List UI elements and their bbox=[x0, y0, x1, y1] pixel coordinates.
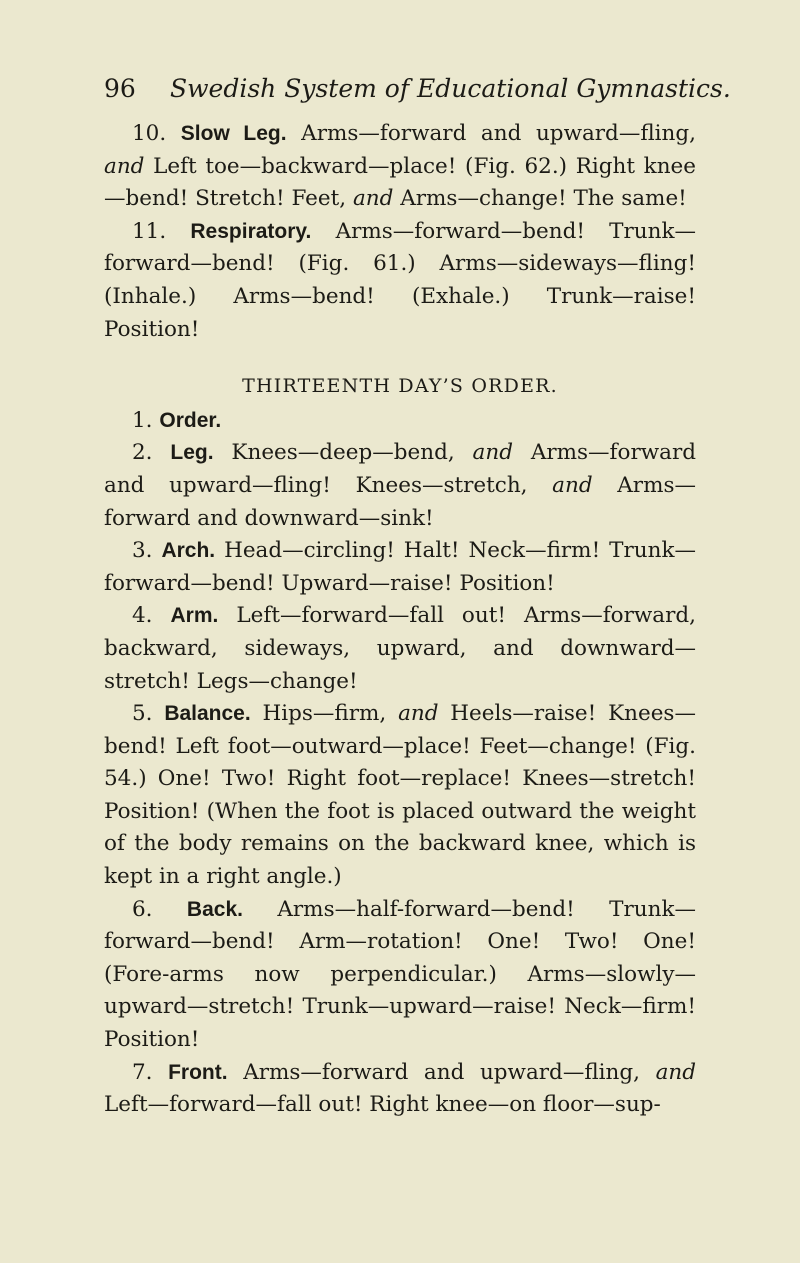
exercise-label: Slow Leg. bbox=[180, 122, 287, 145]
exercise-number: 4. bbox=[132, 603, 153, 629]
exercise-label: Arch. bbox=[161, 539, 216, 563]
italic-conjunction: and bbox=[398, 701, 439, 727]
exercise-label: Order. bbox=[159, 408, 222, 432]
running-title: Swedish System of Educational Gymnastics. bbox=[170, 74, 731, 103]
exercise-number: 5. bbox=[132, 701, 153, 727]
exercise-text: Arms—forward—bend! Trunk—forward—bend! (Fig. 61.) Arms—sideways—fling! (Inhale.) Arms—bend! (Exhale.) Trunk—raise! Position! bbox=[104, 218, 696, 342]
exercise-paragraph bbox=[104, 405, 696, 438]
exercise-number: 10. bbox=[132, 121, 167, 146]
section-heading-text: THIRTEENTH DAY’S ORDER. bbox=[242, 375, 558, 398]
exercise-label: Arm. bbox=[170, 604, 219, 628]
exercise-text: Heels—raise! Knees—bend! Left foot—outward—place! Feet—change! (Fig. 54.) One! Two! Right foot—replace! Knees—stretch! Position! (When the foot is placed outward the weight of the body remains on the backward knee, which is kept in a right angle.) bbox=[104, 701, 696, 890]
exercise-text: Arms—forward and upward—fling, bbox=[243, 1059, 656, 1085]
exercise-number: 11. bbox=[132, 218, 167, 244]
exercise-text: Arms—change! The same! bbox=[393, 186, 687, 212]
exercise-text: Arms—forward and downward—sink! bbox=[104, 472, 696, 531]
exercise-label: Balance. bbox=[164, 702, 251, 726]
section-heading bbox=[104, 370, 696, 403]
exercise-text: Left—forward—fall out! Arms—forward, backward, sideways, upward, and downward—stretch! Legs—change! bbox=[104, 603, 696, 694]
exercise-text: Arms—half-forward—bend! Trunk—forward—bend! Arm—rotation! One! Two! One! (Fore-arms now perpendicular.) Arms—slowly—upward—stretch! Trunk—upward—raise! Neck—firm! Position! bbox=[104, 896, 697, 1053]
exercise-number: 6. bbox=[132, 896, 153, 922]
exercise-label: Front. bbox=[168, 1060, 228, 1084]
italic-conjunction: and bbox=[104, 153, 145, 179]
exercise-paragraph bbox=[104, 600, 696, 698]
exercise-text: Arms—forward and upward—fling, bbox=[301, 121, 696, 146]
italic-conjunction: and bbox=[472, 440, 513, 466]
exercise-number: 2. bbox=[132, 440, 153, 466]
exercise-label: Back. bbox=[186, 897, 243, 921]
page-header bbox=[104, 74, 731, 103]
exercise-label: Leg. bbox=[170, 441, 214, 465]
italic-conjunction: and bbox=[352, 186, 394, 212]
page-body bbox=[104, 118, 696, 1122]
exercise-number: 3. bbox=[132, 538, 153, 564]
exercise-list bbox=[104, 405, 696, 1122]
page-number: 96 bbox=[104, 74, 136, 103]
italic-conjunction: and bbox=[552, 472, 593, 498]
exercise-paragraph bbox=[104, 698, 696, 894]
exercise-label: Respiratory. bbox=[190, 219, 312, 243]
exercise-paragraph bbox=[104, 1057, 696, 1122]
exercise-text: Hips—firm, bbox=[262, 701, 399, 727]
exercise-list-continued bbox=[104, 118, 696, 346]
exercise-number: 1. bbox=[132, 407, 153, 433]
exercise-number: 7. bbox=[132, 1059, 153, 1085]
exercise-text: Head—circling! Halt! Neck—firm! Trunk—forward—bend! Upward—raise! Position! bbox=[104, 538, 696, 596]
exercise-text: Knees—deep—bend, bbox=[231, 440, 473, 466]
exercise-paragraph bbox=[104, 118, 696, 216]
exercise-text: Left toe—backward—place! (Fig. 62.) Right knee—bend! Stretch! Feet, bbox=[104, 153, 696, 212]
exercise-text: Left—forward—fall out! Right knee—on floor—sup- bbox=[104, 1092, 661, 1118]
exercise-paragraph bbox=[104, 216, 696, 346]
italic-conjunction: and bbox=[655, 1059, 696, 1085]
exercise-paragraph bbox=[104, 535, 696, 600]
exercise-paragraph bbox=[104, 894, 696, 1057]
exercise-text: Arms—forward and upward—fling! Knees—stretch, bbox=[104, 440, 696, 498]
exercise-paragraph bbox=[104, 437, 696, 535]
